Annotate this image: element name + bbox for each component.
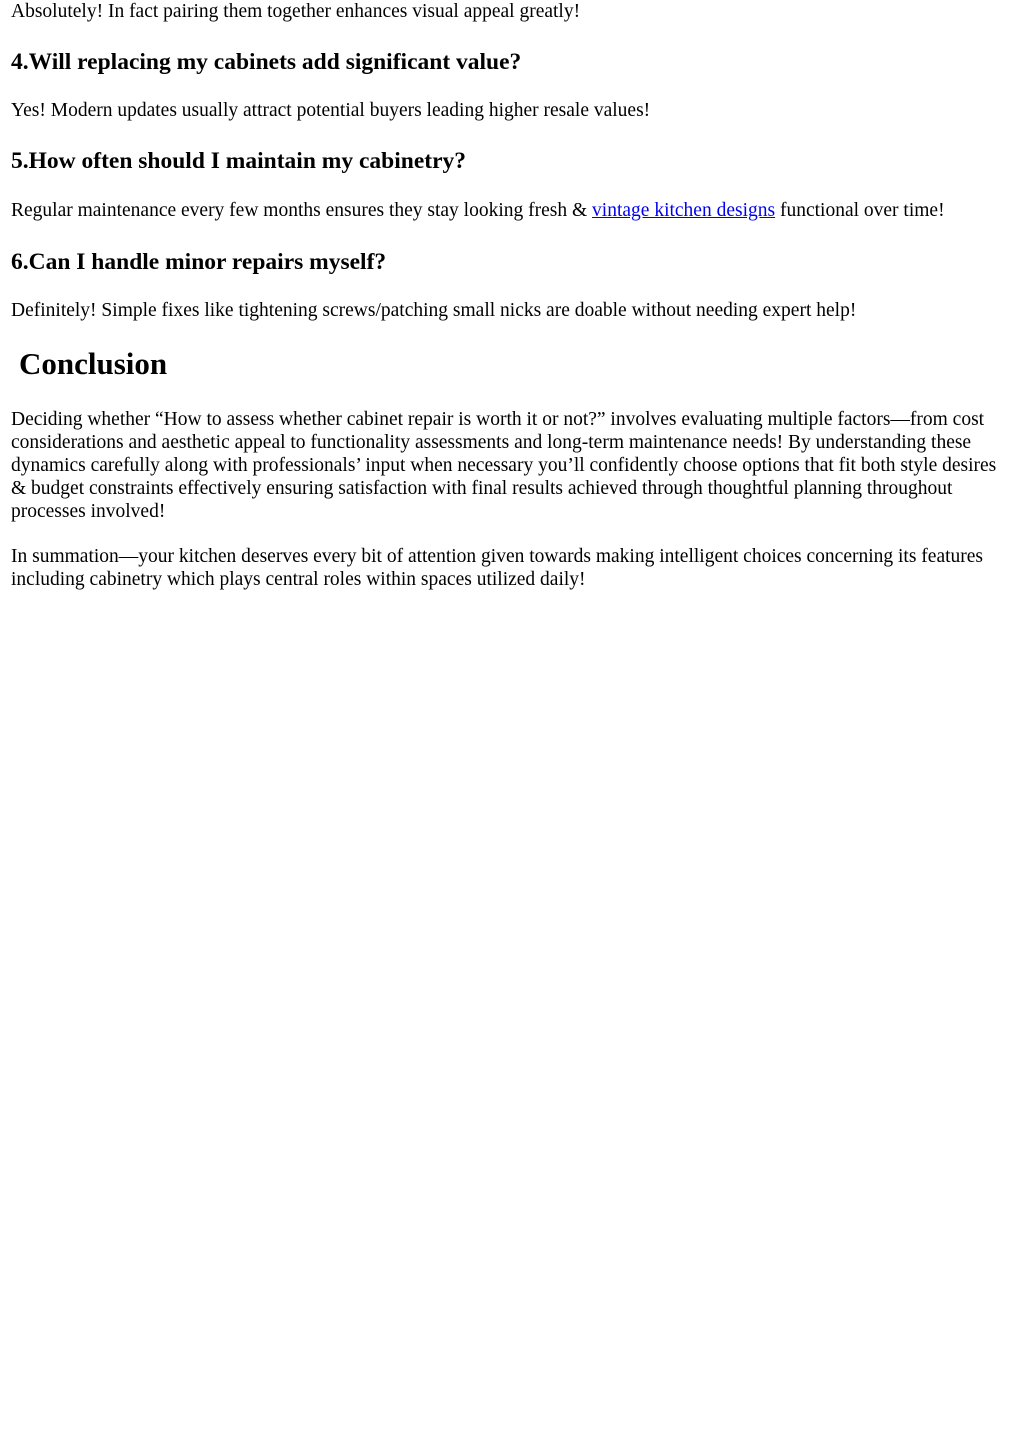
- conclusion-paragraph-1: Deciding whether “How to assess whether cabinet repair is worth it or not?” involves evaluating multiple factors—from cost considerations and aesthetic appeal to functionality assessments and long-term maintenance needs! By understanding these dynamics carefully along with professionals’ input when necessary you’ll confidently choose options that fit both style desires & budget constraints effectively ensuring satisfaction with final results achieved through thoughtful planning throughout processes involved!: [11, 409, 997, 522]
- faq-answer-5-text-after: functional over time!: [775, 200, 945, 221]
- conclusion-heading: Conclusion: [19, 346, 168, 381]
- faq-answer-3: Absolutely! In fact pairing them together enhances visual appeal greatly!: [11, 1, 581, 22]
- conclusion-paragraph-2: In summation—your kitchen deserves every bit of attention given towards making intelligent choices concerning its features including cabinetry which plays central roles within spaces utilized daily!: [11, 546, 984, 590]
- faq-answer-6: Definitely! Simple fixes like tightening screws/patching small nicks are doable without needing expert help!: [11, 300, 857, 321]
- faq-answer-4: Yes! Modern updates usually attract potential buyers leading higher resale values!: [11, 100, 651, 121]
- faq-question-6: 6.Can I handle minor repairs myself?: [11, 249, 387, 275]
- faq-question-5: 5.How often should I maintain my cabinetry?: [11, 148, 467, 174]
- faq-answer-5: [11, 199, 1024, 222]
- faq-question-4: 4.Will replacing my cabinets add significant value?: [11, 49, 522, 75]
- vintage-kitchen-designs-link[interactable]: vintage kitchen designs: [592, 200, 776, 221]
- faq-answer-5-text-before: Regular maintenance every few months ensures they stay looking fresh &: [11, 200, 593, 221]
